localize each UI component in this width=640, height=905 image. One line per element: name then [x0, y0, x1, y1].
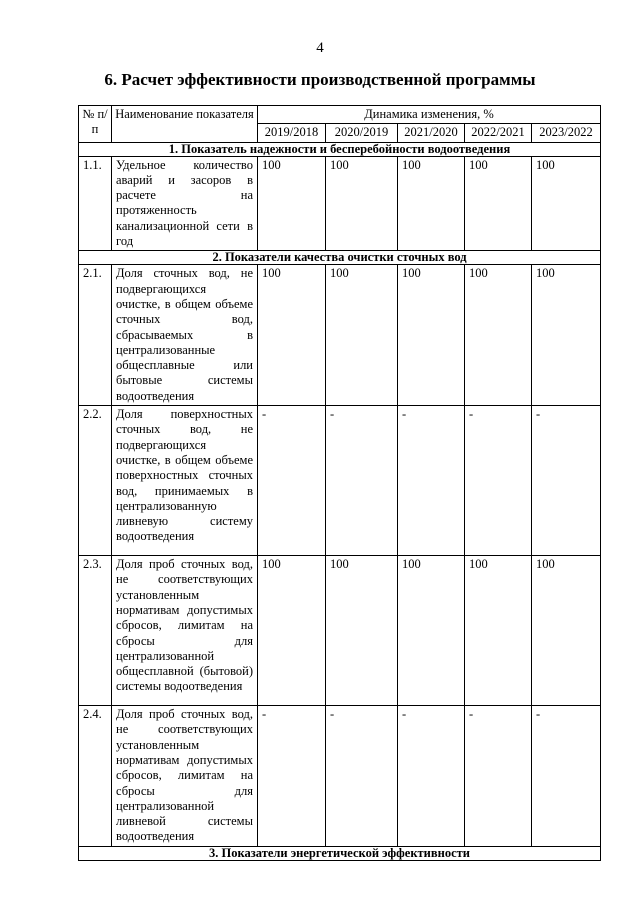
value-cell: 100 [532, 156, 601, 251]
indicator-name: Удельное количество аварий и засоров в расчете на протяженность канализационной сети в год [112, 156, 258, 251]
header-year: 2023/2022 [532, 124, 601, 142]
table-row [79, 156, 601, 251]
value-cell: 100 [398, 556, 465, 706]
value-cell: 100 [465, 265, 532, 406]
indicator-name: Доля сточных вод, не подвергающихся очистке, в общем объеме сточных вод, сбрасываемых в централизованные общесплавные или бытовые системы водоотведения [112, 265, 258, 406]
value-cell: 100 [326, 265, 398, 406]
row-number: 2.2. [79, 406, 112, 556]
value-cell: 100 [258, 156, 326, 251]
section-title: 3. Показатели энергетической эффективности [79, 846, 601, 860]
value-cell: 100 [326, 156, 398, 251]
section-title: 2. Показатели качества очистки сточных вод [79, 251, 601, 265]
section-title: 1. Показатель надежности и бесперебойности водоотведения [79, 142, 601, 156]
indicator-name: Доля проб сточных вод, не соответствующих установленным нормативам допустимых сбросов, лимитам на сбросы для централизованной ливневой системы водоотведения [112, 706, 258, 847]
value-cell: - [398, 706, 465, 847]
table-row [79, 406, 601, 556]
value-cell: - [465, 406, 532, 556]
value-cell: 100 [398, 265, 465, 406]
header-row-1 [79, 106, 601, 124]
value-cell: - [258, 706, 326, 847]
value-cell: 100 [398, 156, 465, 251]
header-year: 2021/2020 [398, 124, 465, 142]
row-number: 1.1. [79, 156, 112, 251]
value-cell: 100 [465, 156, 532, 251]
value-cell: - [326, 706, 398, 847]
header-year: 2022/2021 [465, 124, 532, 142]
section-row [79, 142, 601, 156]
section-row [79, 846, 601, 860]
table-row [79, 556, 601, 706]
value-cell: 100 [465, 556, 532, 706]
value-cell: - [465, 706, 532, 847]
value-cell: 100 [532, 265, 601, 406]
header-year: 2020/2019 [326, 124, 398, 142]
indicator-name: Доля поверхностных сточных вод, не подвергающихся очистке, в общем объеме поверхностных сточных вод, принимаемых в централизованную ливневую систему водоотведения [112, 406, 258, 556]
header-dynamics: Динамика изменения, % [258, 106, 601, 124]
header-num: № п/п [79, 106, 112, 143]
table-row [79, 265, 601, 406]
table-row [79, 706, 601, 847]
header-name: Наименование показателя [112, 106, 258, 143]
row-number: 2.3. [79, 556, 112, 706]
value-cell: 100 [258, 556, 326, 706]
value-cell: 100 [326, 556, 398, 706]
page-number: 4 [316, 40, 324, 56]
row-number: 2.4. [79, 706, 112, 847]
value-cell: - [532, 406, 601, 556]
page-title: 6. Расчет эффективности производственной программы [104, 70, 536, 89]
header-year: 2019/2018 [258, 124, 326, 142]
value-cell: 100 [532, 556, 601, 706]
value-cell: - [532, 706, 601, 847]
value-cell: - [258, 406, 326, 556]
value-cell: - [398, 406, 465, 556]
row-number: 2.1. [79, 265, 112, 406]
indicator-name: Доля проб сточных вод, не соответствующих установленным нормативам допустимых сбросов, лимитам на сбросы для централизованной общесплавной (бытовой) системы водоотведения [112, 556, 258, 706]
efficiency-table [78, 105, 601, 861]
value-cell: 100 [258, 265, 326, 406]
section-row [79, 251, 601, 265]
value-cell: - [326, 406, 398, 556]
